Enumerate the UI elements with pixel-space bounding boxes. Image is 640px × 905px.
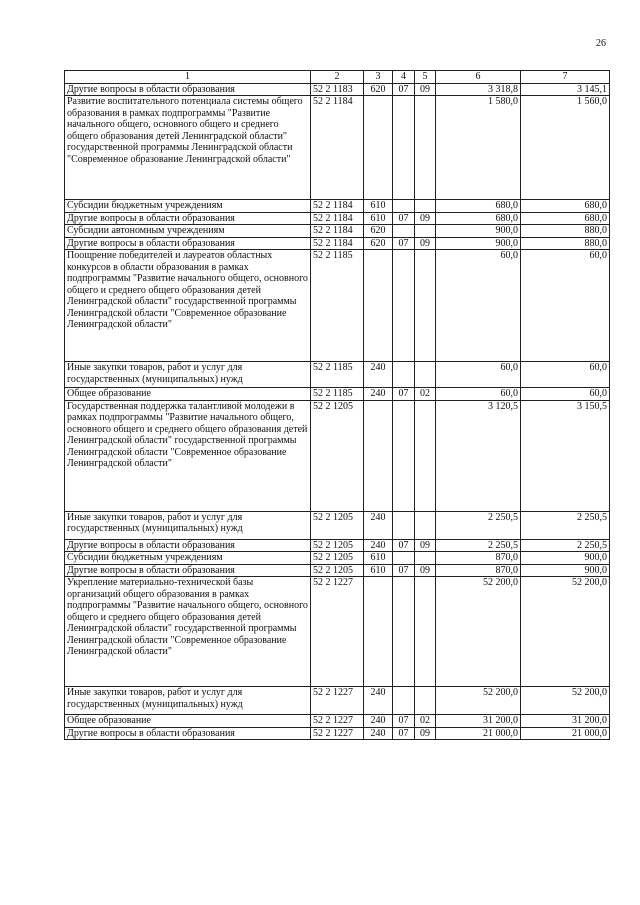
section-code: 07 [393,388,415,401]
expense-type-code: 620 [364,225,393,238]
amount-year-2: 1 560,0 [521,96,610,200]
amount-year-2: 3 145,1 [521,83,610,96]
amount-year-1: 1 580,0 [436,96,521,200]
table-row [65,388,610,401]
column-header: 4 [393,71,415,84]
amount-year-2: 21 000,0 [521,727,610,740]
column-header: 6 [436,71,521,84]
page-number: 26 [596,38,606,49]
table-row [65,564,610,577]
table-row [65,83,610,96]
table-row [65,539,610,552]
row-description: Другие вопросы в области образования [65,237,311,250]
amount-year-2: 680,0 [521,212,610,225]
amount-year-2: 900,0 [521,552,610,565]
section-code [393,362,415,388]
amount-year-2: 52 200,0 [521,687,610,715]
budget-code: 52 2 1184 [311,225,364,238]
amount-year-1: 21 000,0 [436,727,521,740]
table-row [65,687,610,715]
amount-year-2: 3 150,5 [521,400,610,511]
amount-year-2: 60,0 [521,388,610,401]
row-description: Субсидии автономным учреждениям [65,225,311,238]
section-code [393,577,415,687]
table-row [65,552,610,565]
section-code [393,552,415,565]
section-code [393,200,415,213]
budget-code: 52 2 1227 [311,687,364,715]
row-description: Субсидии бюджетным учреждениям [65,552,311,565]
budget-code: 52 2 1227 [311,727,364,740]
row-description: Субсидии бюджетным учреждениям [65,200,311,213]
amount-year-1: 680,0 [436,200,521,213]
subsection-code [415,687,436,715]
column-header: 2 [311,71,364,84]
amount-year-2: 52 200,0 [521,577,610,687]
budget-code: 52 2 1185 [311,362,364,388]
subsection-code: 09 [415,727,436,740]
row-description: Другие вопросы в области образования [65,539,311,552]
table-row [65,715,610,728]
amount-year-1: 870,0 [436,564,521,577]
section-code [393,96,415,200]
expense-type-code: 610 [364,212,393,225]
subsection-code [415,200,436,213]
expense-type-code: 620 [364,237,393,250]
amount-year-1: 680,0 [436,212,521,225]
budget-code: 52 2 1227 [311,577,364,687]
amount-year-1: 2 250,5 [436,511,521,539]
expense-type-code [364,400,393,511]
amount-year-2: 2 250,5 [521,539,610,552]
amount-year-1: 3 318,8 [436,83,521,96]
amount-year-2: 60,0 [521,250,610,362]
row-description: Развитие воспитательного потенциала системы общего образования в рамках подпрограммы "Развитие начального общего, основного общего и среднего общего образования детей Ленинградской области" государственной программы Ленинградской области "Современное образование Ленинградской области" [65,96,311,200]
table-row [65,225,610,238]
budget-code: 52 2 1184 [311,212,364,225]
table-row [65,727,610,740]
expense-type-code: 240 [364,388,393,401]
amount-year-1: 870,0 [436,552,521,565]
section-code: 07 [393,564,415,577]
amount-year-1: 60,0 [436,250,521,362]
budget-code: 52 2 1205 [311,564,364,577]
table-row [65,400,610,511]
table-row [65,250,610,362]
budget-table [64,70,610,740]
table-row [65,362,610,388]
expense-type-code: 610 [364,552,393,565]
budget-code: 52 2 1205 [311,511,364,539]
expense-type-code: 620 [364,83,393,96]
amount-year-1: 52 200,0 [436,577,521,687]
expense-type-code: 240 [364,715,393,728]
expense-type-code: 240 [364,539,393,552]
section-code: 07 [393,539,415,552]
amount-year-1: 60,0 [436,362,521,388]
amount-year-2: 880,0 [521,225,610,238]
table-body [65,83,610,740]
expense-type-code: 610 [364,200,393,213]
subsection-code [415,250,436,362]
expense-type-code [364,96,393,200]
subsection-code: 09 [415,564,436,577]
subsection-code: 09 [415,83,436,96]
subsection-code [415,400,436,511]
row-description: Другие вопросы в области образования [65,212,311,225]
column-header: 5 [415,71,436,84]
budget-code: 52 2 1227 [311,715,364,728]
budget-code: 52 2 1185 [311,388,364,401]
subsection-code [415,511,436,539]
section-code [393,511,415,539]
subsection-code [415,225,436,238]
section-code [393,225,415,238]
section-code: 07 [393,83,415,96]
row-description: Государственная поддержка талантливой молодежи в рамках подпрограммы "Развитие начального общего, основного общего и среднего общего образования детей Ленинградской области" государственной программы Ленинградской области "Современное образование Ленинградской области" [65,400,311,511]
amount-year-1: 900,0 [436,225,521,238]
expense-type-code: 240 [364,727,393,740]
section-code [393,250,415,362]
amount-year-1: 900,0 [436,237,521,250]
table-header-row [65,71,610,84]
amount-year-1: 2 250,5 [436,539,521,552]
column-header: 7 [521,71,610,84]
amount-year-2: 880,0 [521,237,610,250]
amount-year-2: 60,0 [521,362,610,388]
amount-year-2: 31 200,0 [521,715,610,728]
table-row [65,577,610,687]
table-row [65,511,610,539]
expense-type-code: 610 [364,564,393,577]
row-description: Другие вопросы в области образования [65,727,311,740]
column-header: 3 [364,71,393,84]
expense-type-code: 240 [364,511,393,539]
budget-code: 52 2 1205 [311,539,364,552]
row-description: Общее образование [65,715,311,728]
subsection-code: 02 [415,388,436,401]
row-description: Иные закупки товаров, работ и услуг для государственных (муниципальных) нужд [65,362,311,388]
row-description: Укрепление материально-технической базы организаций общего образования в рамках подпрограммы "Развитие начального общего, основного общего и среднего общего образования детей Ленинградской области" государственной программы Ленинградской области "Современное образование Ленинградской области" [65,577,311,687]
table-row [65,96,610,200]
section-code [393,400,415,511]
expense-type-code [364,577,393,687]
subsection-code [415,577,436,687]
amount-year-2: 2 250,5 [521,511,610,539]
budget-code: 52 2 1185 [311,250,364,362]
section-code: 07 [393,237,415,250]
subsection-code [415,362,436,388]
subsection-code: 09 [415,237,436,250]
row-description: Другие вопросы в области образования [65,564,311,577]
row-description: Поощрение победителей и лауреатов областных конкурсов в области образования в рамках подпрограммы "Развитие начального общего, основного общего и среднего общего образования детей Ленинградской области" государственной программы Ленинградской области "Современное образование Ленинградской области" [65,250,311,362]
subsection-code: 09 [415,212,436,225]
section-code: 07 [393,715,415,728]
row-description: Другие вопросы в области образования [65,83,311,96]
amount-year-1: 52 200,0 [436,687,521,715]
amount-year-2: 680,0 [521,200,610,213]
amount-year-1: 3 120,5 [436,400,521,511]
section-code: 07 [393,727,415,740]
section-code [393,687,415,715]
budget-code: 52 2 1184 [311,237,364,250]
budget-code: 52 2 1205 [311,400,364,511]
subsection-code: 09 [415,539,436,552]
table-row [65,212,610,225]
amount-year-2: 900,0 [521,564,610,577]
budget-code: 52 2 1184 [311,200,364,213]
budget-code: 52 2 1184 [311,96,364,200]
row-description: Иные закупки товаров, работ и услуг для государственных (муниципальных) нужд [65,511,311,539]
budget-code: 52 2 1183 [311,83,364,96]
row-description: Общее образование [65,388,311,401]
expense-type-code: 240 [364,362,393,388]
table-row [65,200,610,213]
subsection-code [415,552,436,565]
subsection-code: 02 [415,715,436,728]
budget-code: 52 2 1205 [311,552,364,565]
table-row [65,237,610,250]
amount-year-1: 31 200,0 [436,715,521,728]
section-code: 07 [393,212,415,225]
column-header: 1 [65,71,311,84]
expense-type-code: 240 [364,687,393,715]
expense-type-code [364,250,393,362]
row-description: Иные закупки товаров, работ и услуг для государственных (муниципальных) нужд [65,687,311,715]
amount-year-1: 60,0 [436,388,521,401]
subsection-code [415,96,436,200]
